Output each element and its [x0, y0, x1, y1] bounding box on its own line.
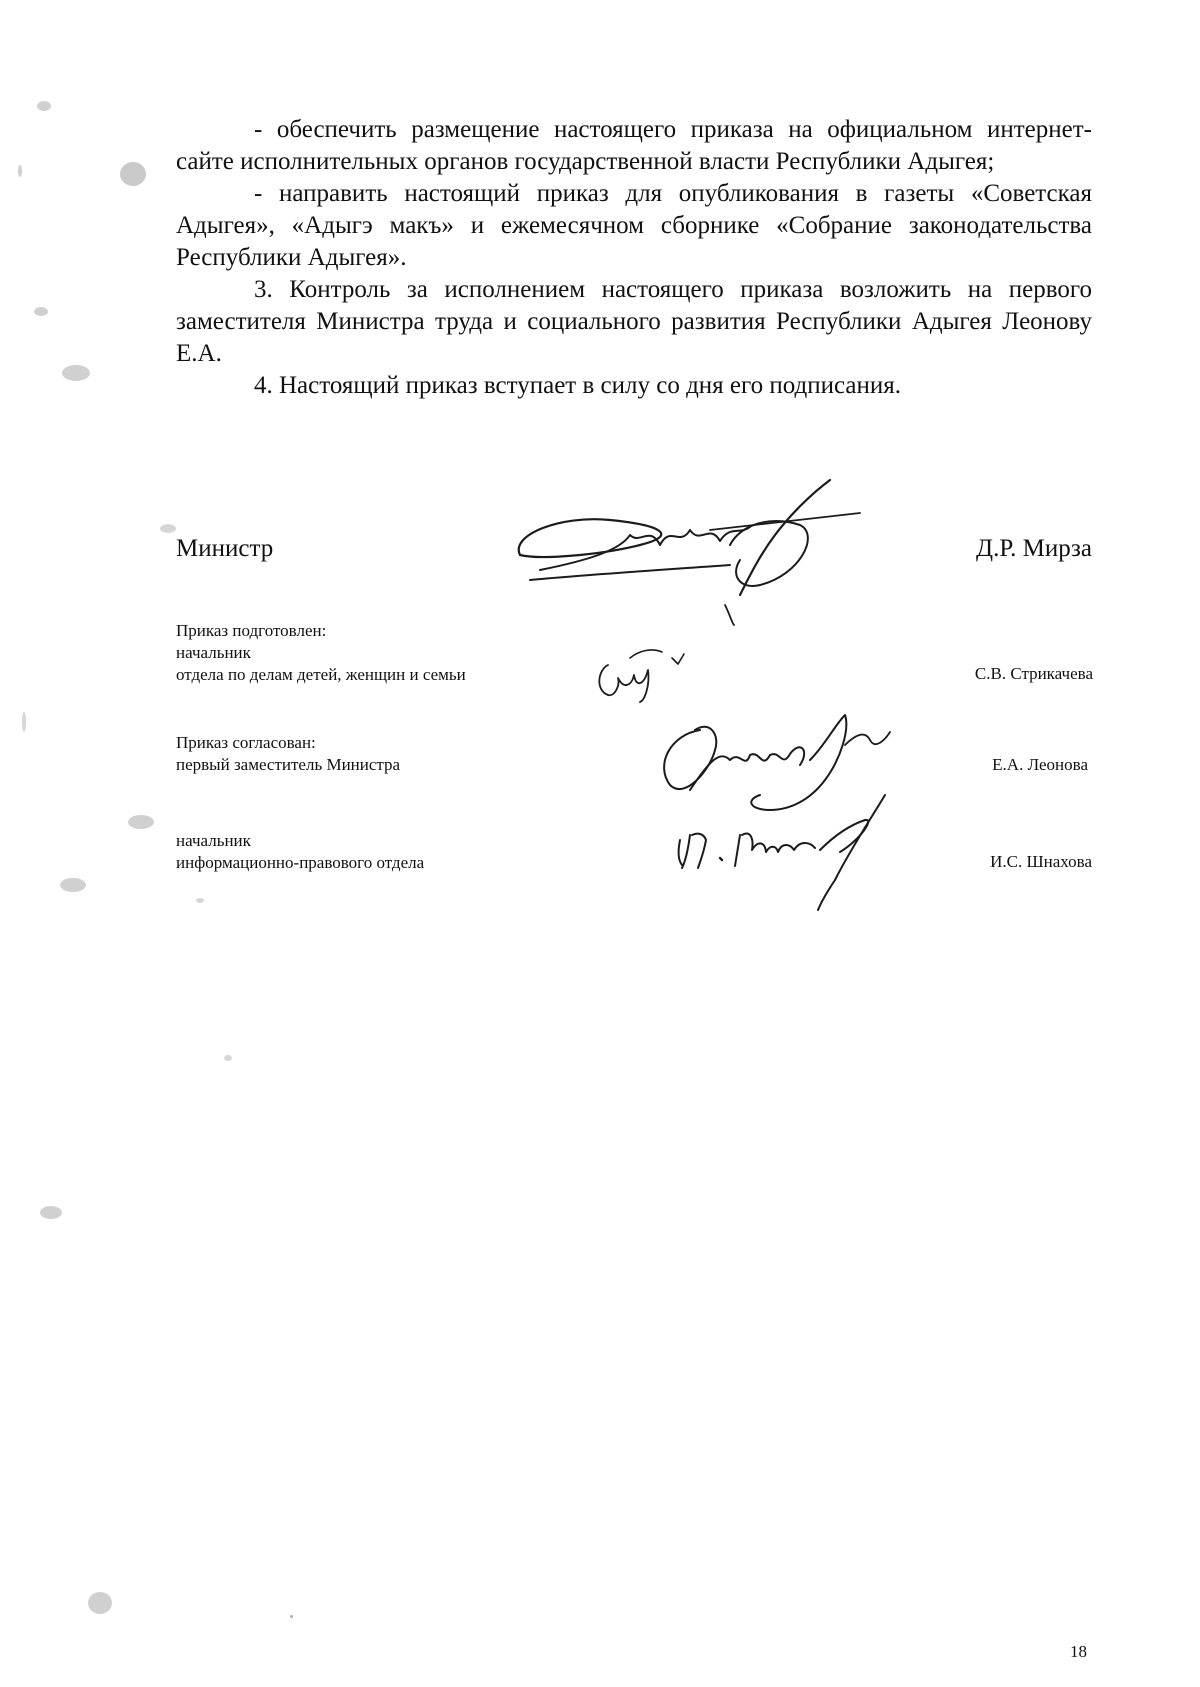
- minister-signature-icon: [500, 475, 880, 625]
- paragraph-publish-website: - обеспечить размещение настоящего приказа на официальном интернет-сайте исполнительных органов государственной власти Республики Адыгея;: [176, 116, 1092, 175]
- agreed-by-name: Е.А. Леонова: [992, 755, 1088, 774]
- legal-position-line1: начальник: [176, 831, 251, 850]
- legal-signature-icon: [670, 790, 930, 910]
- agreed-heading: Приказ согласован:: [176, 733, 316, 752]
- minister-name: Д.Р. Мирза: [976, 535, 1092, 562]
- scan-speck: [196, 898, 204, 903]
- prepared-position-line1: начальник: [176, 643, 251, 662]
- agreed-by-block: [176, 732, 696, 776]
- prepared-signature-icon: [590, 640, 700, 705]
- scan-speck: [128, 815, 154, 829]
- scan-speck: [40, 1206, 62, 1219]
- prepared-position-line2: отдела по делам детей, женщин и семьи: [176, 665, 466, 684]
- legal-department-block: [176, 830, 696, 874]
- paragraph-effective-date: 4. Настоящий приказ вступает в силу со дня его подписания.: [254, 372, 902, 399]
- scan-speck: [22, 712, 26, 732]
- scan-speck: [88, 1592, 112, 1614]
- paragraph-publish-newspapers: - направить настоящий приказ для опубликования в газеты «Советская Адыгея», «Адыгэ макъ» и ежемесячном сборнике «Собрание законодательства Республики Адыгея».: [176, 180, 1092, 271]
- scan-speck: [120, 162, 146, 186]
- scan-speck: [37, 101, 51, 111]
- paragraph-control: 3. Контроль за исполнением настоящего приказа возложить на первого заместителя Министра труда и социального развития Республики Адыгея Леонову Е.А.: [176, 276, 1092, 367]
- scan-speck: [60, 878, 86, 892]
- scan-speck: [224, 1055, 232, 1061]
- scan-speck: [34, 307, 48, 316]
- scan-speck: [160, 524, 176, 533]
- order-body-text: [176, 114, 1092, 402]
- page-number: 18: [1070, 1642, 1087, 1661]
- prepared-by-name: С.В. Стрикачева: [974, 664, 1093, 683]
- minister-title: Министр: [176, 535, 274, 562]
- legal-department-name: И.С. Шнахова: [990, 852, 1092, 871]
- scan-speck: [290, 1615, 293, 1618]
- agreed-position-line1: первый заместитель Министра: [176, 755, 401, 774]
- legal-position-line2: информационно-правового отдела: [176, 853, 425, 872]
- scan-speck: [18, 165, 22, 177]
- prepared-heading: Приказ подготовлен:: [176, 621, 327, 640]
- scan-speck: [62, 365, 90, 381]
